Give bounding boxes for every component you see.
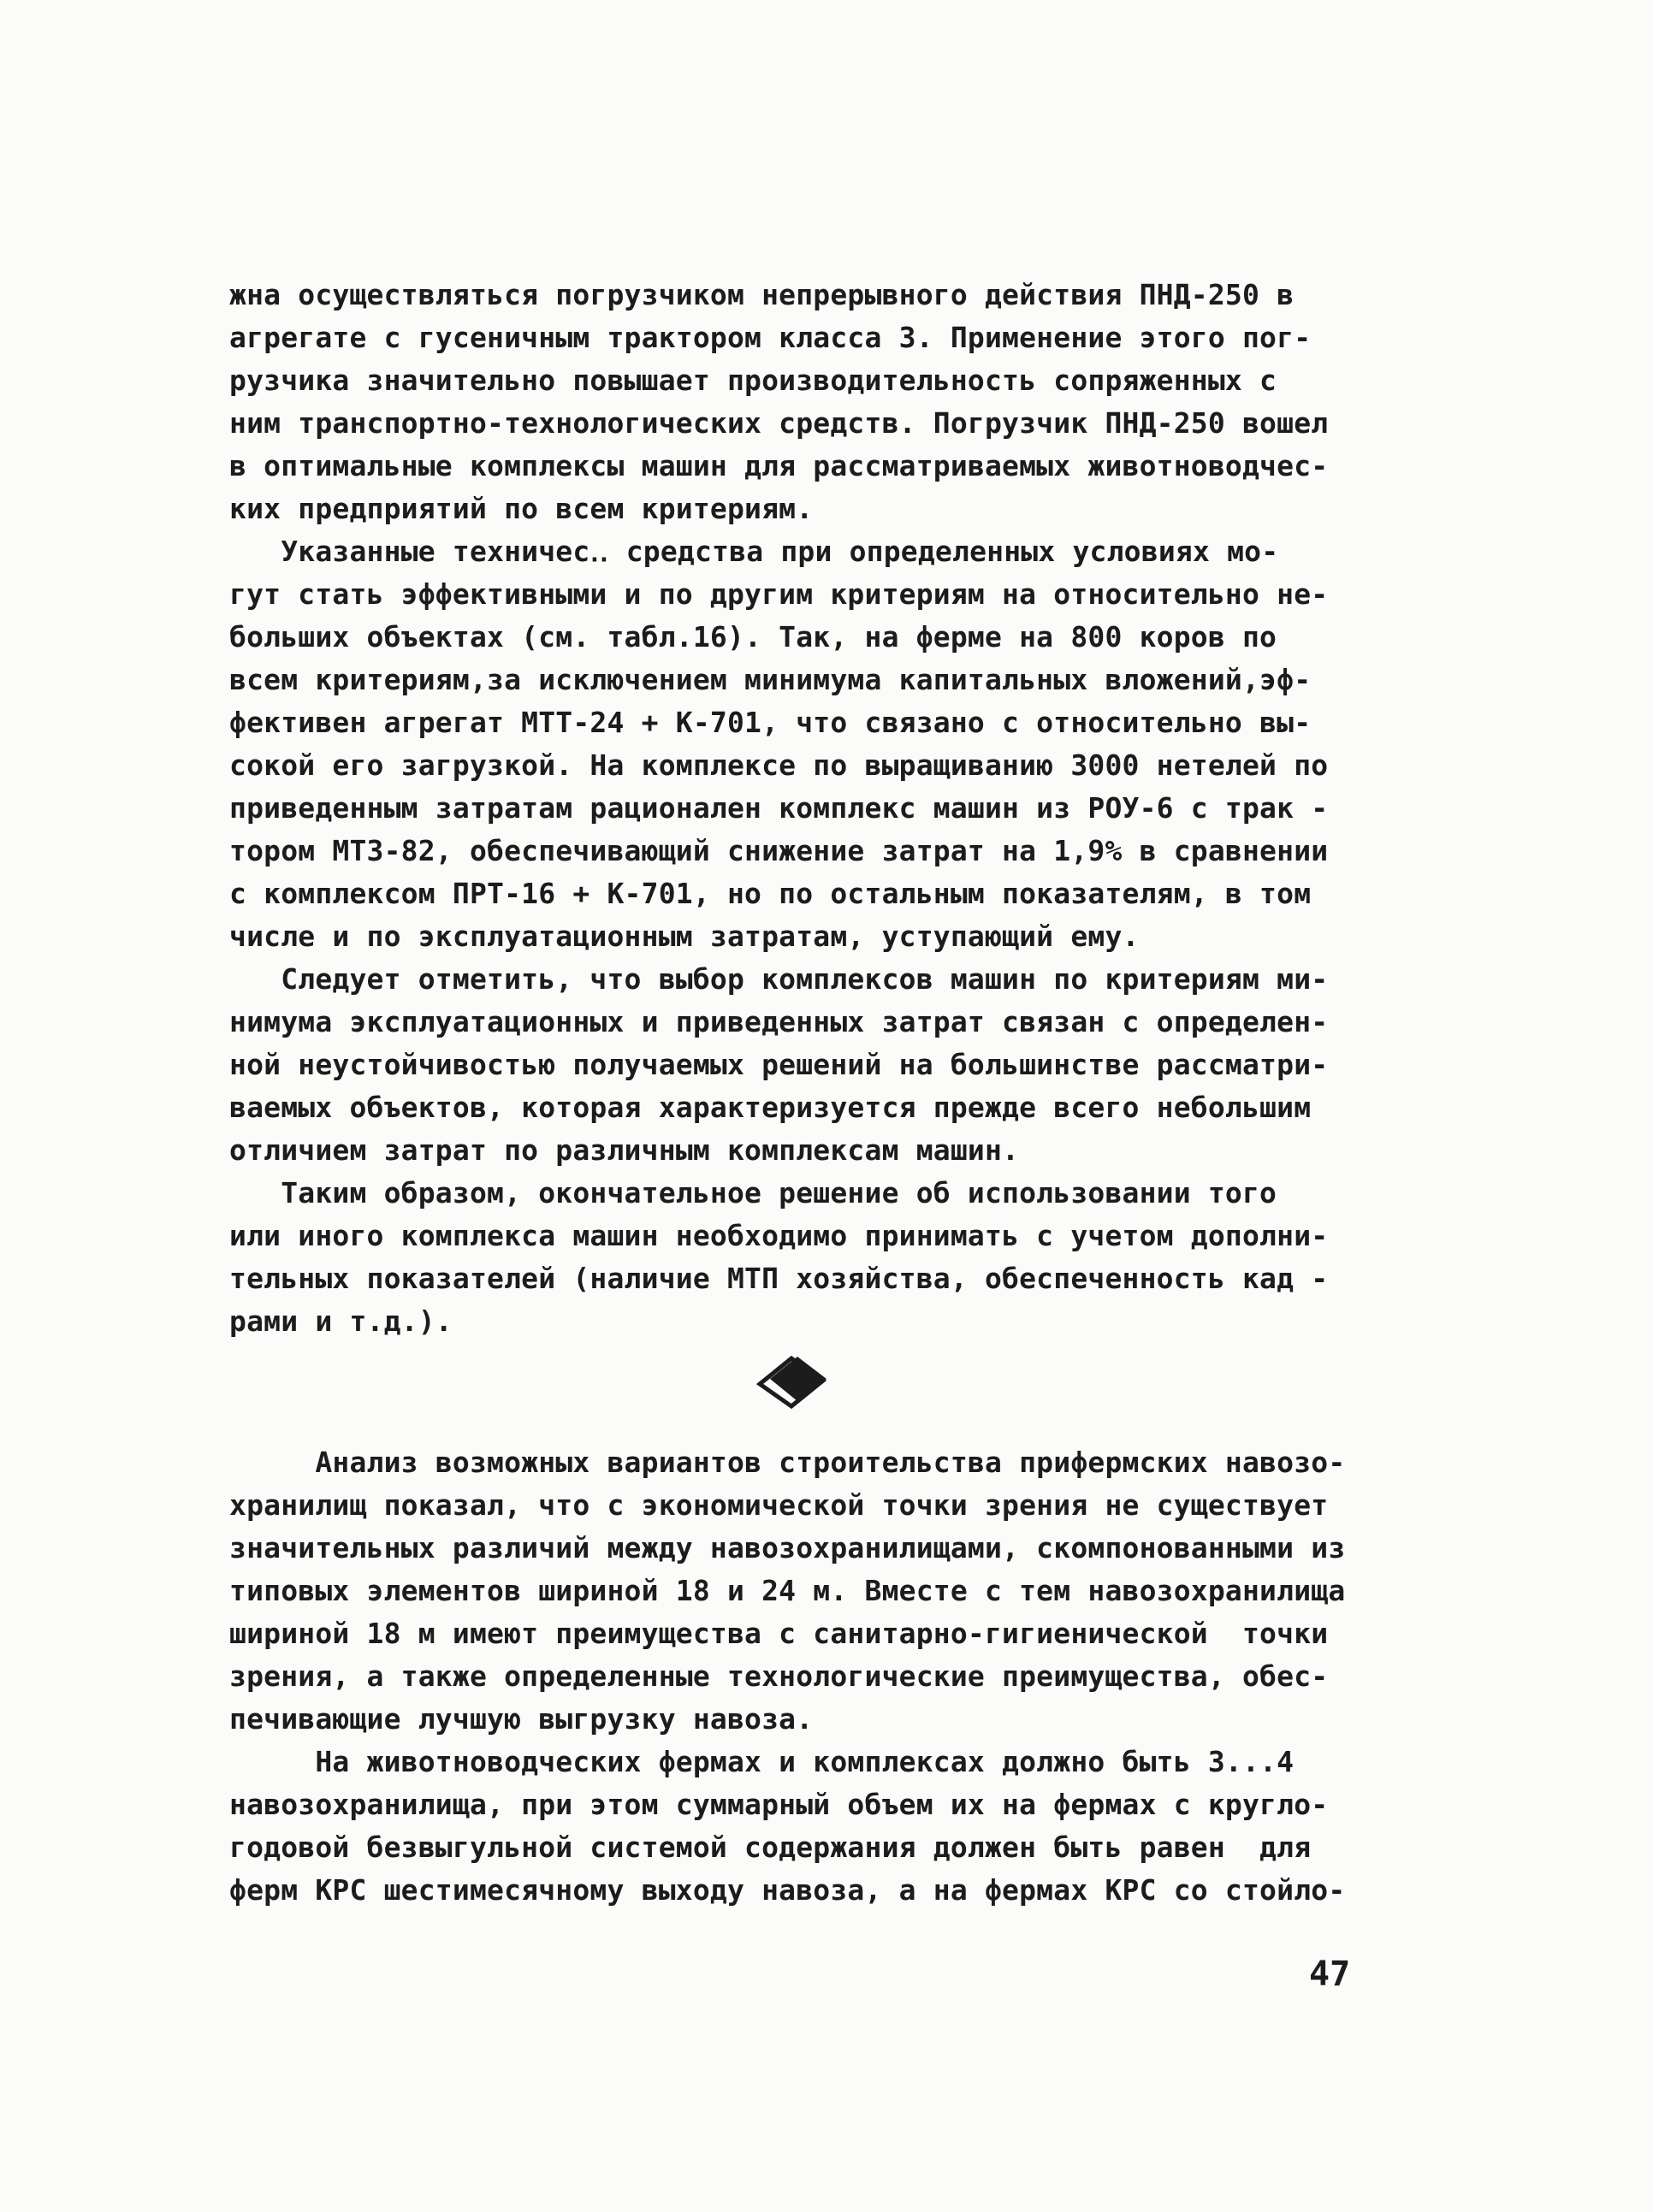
text-line: Указанные техничес‥ средства при определенных условиях мо- xyxy=(229,535,1279,568)
text-line: Таким образом, окончательное решение об использовании того xyxy=(229,1176,1277,1210)
text-line: фективен агрегат МТТ-24 + К-701, что связано с относительно вы- xyxy=(229,706,1312,739)
text-line: или иного комплекса машин необходимо принимать с учетом дополни- xyxy=(229,1219,1329,1252)
text-line: агрегате с гусеничным трактором класса 3. Применение этого пог- xyxy=(229,321,1312,354)
text-line: печивающие лучшую выгрузку навоза. xyxy=(229,1702,814,1736)
text-line: тельных показателей (наличие МТП хозяйства, обеспеченность кад - xyxy=(229,1262,1329,1295)
text-line: значительных различий между навозохранилищами, скомпонованными из xyxy=(229,1531,1346,1564)
text-line: больших объектах (см. табл.16). Так, на ферме на 800 коров по xyxy=(229,620,1277,654)
text-line: типовых элементов шириной 18 и 24 м. Вместе с тем навозохранилища xyxy=(229,1574,1346,1607)
text-line: всем критериям,за исключением минимума капитальных вложений,эф- xyxy=(229,663,1312,696)
text-line: нимума эксплуатационных и приведенных затрат связан с определен- xyxy=(229,1005,1329,1038)
body-text-section-one xyxy=(229,274,1376,1343)
text-line: гут стать эффективными и по другим критериям на относительно не- xyxy=(229,577,1329,611)
text-line: ваемых объектов, которая характеризуется прежде всего небольшим xyxy=(229,1091,1312,1124)
text-line: Следует отметить, что выбор комплексов машин по критериям ми- xyxy=(229,962,1329,996)
text-line: На животноводческих фермах и комплексах должно быть 3...4 xyxy=(229,1745,1295,1778)
text-line: числе и по эксплуатационным затратам, уступающий ему. xyxy=(229,920,1140,953)
text-line: зрения, а также определенные технологические преимущества, обес- xyxy=(229,1659,1329,1693)
text-line: отличием затрат по различным комплексам машин. xyxy=(229,1133,1020,1167)
text-line: годовой безвыгульной системой содержания должен быть равен для xyxy=(229,1831,1312,1864)
text-line: с комплексом ПРТ-16 + К-701, но по остальным показателям, в том xyxy=(229,877,1312,910)
text-line: ной неустойчивостью получаемых решений на большинстве рассматри- xyxy=(229,1048,1329,1081)
text-line: ним транспортно-технологических средств. Погрузчик ПНД-250 вошел xyxy=(229,406,1329,440)
text-line: Анализ возможных вариантов строительства прифермских навозо- xyxy=(229,1446,1346,1479)
text-line: жна осуществляться погрузчиком непрерывного действия ПНД-250 в xyxy=(229,278,1295,311)
text-line: в оптимальные комплексы машин для рассматриваемых животноводчес- xyxy=(229,449,1329,482)
text-line: рузчика значительно повышает производительность сопряженных с xyxy=(229,364,1277,397)
text-line: хранилищ показал, что с экономической точки зрения не существует xyxy=(229,1488,1329,1522)
text-line: приведенным затратам рационален комплекс машин из РОУ-6 с трак - xyxy=(229,791,1329,825)
text-line: тором МТЗ-82, обеспечивающий снижение затрат на 1,9% в сравнении xyxy=(229,834,1329,867)
text-line: сокой его загрузкой. На комплексе по выращиванию 3000 нетелей по xyxy=(229,748,1329,782)
text-line: шириной 18 м имеют преимущества с санитарно-гигиенической точки xyxy=(229,1617,1329,1650)
text-line: ких предприятий по всем критериям. xyxy=(229,492,814,525)
text-line: рами и т.д.). xyxy=(229,1304,453,1338)
body-text-section-two xyxy=(229,1441,1376,1912)
text-line: ферм КРС шестимесячному выходу навоза, а на фермах КРС со стойло- xyxy=(229,1873,1346,1907)
section-divider-diamond-icon xyxy=(744,1341,838,1418)
text-line: навозохранилища, при этом суммарный объем их на фермах с кругло- xyxy=(229,1788,1329,1821)
page-number: 47 xyxy=(1309,1955,1351,1994)
